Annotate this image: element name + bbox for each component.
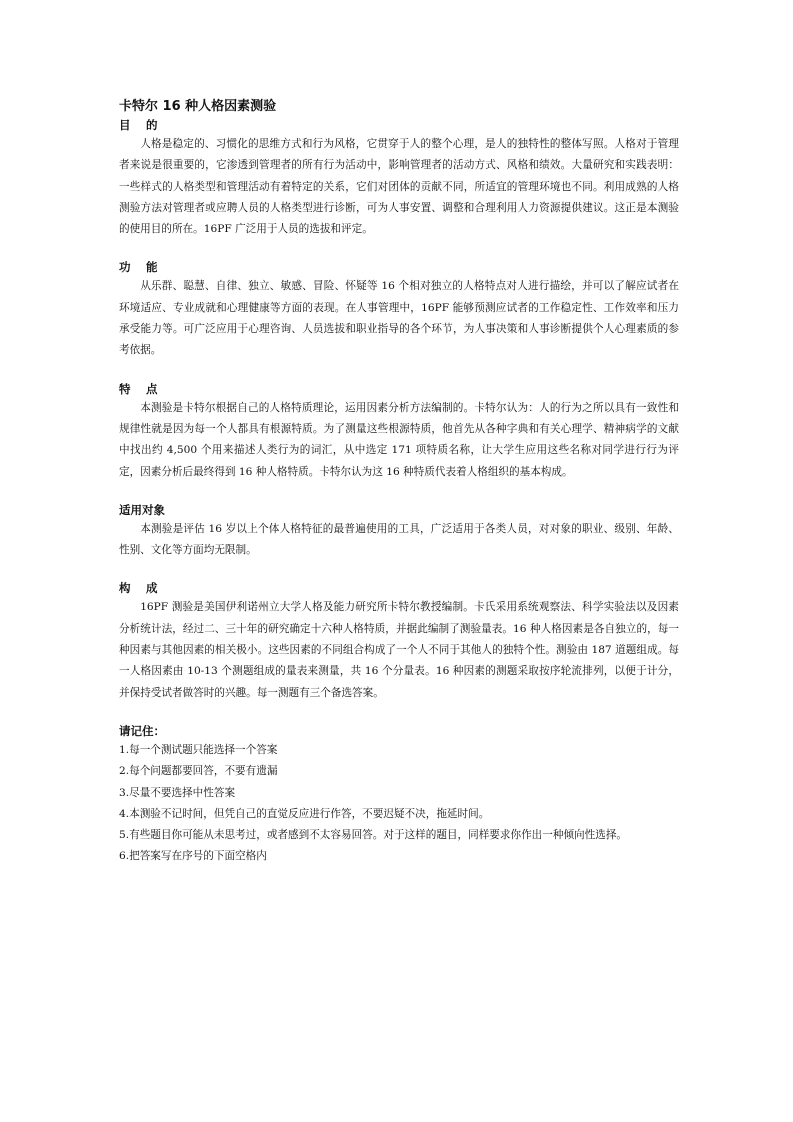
section-paragraph-audience: 本测验是评估 16 岁以上个体人格特征的最普遍使用的工具，广泛适用于各类人员，对对象的职业、级别、年龄、性别、文化等方面均无限制。 xyxy=(119,522,679,557)
section-paragraph-composition: 16PF 测验是美国伊利诺州立大学人格及能力研究所卡特尔教授编制。卡氏采用系统观察法、科学实验法以及因素分析统计法，经过二、三十年的研究确定十六种人格特质，并据此编制了测验量表。16 种人格因素是各自独立的，每一种因素与其他因素的相关极小。这些因素的不同组合构成了一个人不同于其他人的独特个性。测验由 187 道题组成。每一人格因素由 10-13 个测题组成的量表来测量，共 16 个分量表。16 种因素的测题采取按序轮流排列，以便于计分，并保持受试者做答时的兴趣。每一测题有三个备选答案。 xyxy=(119,601,679,699)
section-heading-features: 特 点 xyxy=(119,381,164,396)
section-paragraph-purpose: 人格是稳定的、习惯化的思维方式和行为风格，它贯穿于人的整个心理，是人的独特性的整体写照。人格对于管理者来说是很重要的，它渗透到管理者的所有行为活动中，影响管理者的活动方式、风格和绩效。大量研究和实践表明：一些样式的人格类型和管理活动有着特定的关系，它们对团体的贡献不同，所适宜的管理环境也不同。利用成熟的人格测验方法对管理者或应聘人员的人格类型进行诊断，可为人事安置、调整和合理利用人力资源提供建议。这正是本测验的使用目的所在。16PF 广泛用于人员的选拔和评定。 xyxy=(119,138,679,236)
section-features xyxy=(119,380,679,483)
section-purpose xyxy=(119,116,679,240)
list-item: 6.把答案写在序号的下面空格内 xyxy=(119,850,267,863)
section-composition xyxy=(119,579,679,703)
section-paragraph-features: 本测验是卡特尔根据自己的人格特质理论，运用因素分析方法编制的。卡特尔认为：人的行为之所以具有一致性和规律性就是因为每一个人都具有根源特质。为了测量这些根源特质，他首先从各种字典和有关心理学、精神病学的文献中找出约 4,500 个用来描述人类行为的词汇，从中选定 171 项特质名称，让大学生应用这些名称对同学进行行为评定，因素分析后最终得到 16 种人格特质。卡特尔认为这 16 种特质代表着人格组织的基本构成。 xyxy=(119,401,679,478)
notes-list xyxy=(119,740,679,868)
section-heading-audience: 适用对象 xyxy=(119,502,165,517)
list-item: 2.每个问题都要回答，不要有遗漏 xyxy=(119,765,278,778)
notes-section xyxy=(119,722,679,868)
section-audience xyxy=(119,501,679,562)
section-function xyxy=(119,258,679,361)
section-heading-function: 功 能 xyxy=(119,260,164,275)
section-paragraph-function: 从乐群、聪慧、自律、独立、敏感、冒险、怀疑等 16 个相对独立的人格特点对人进行描绘，并可以了解应试者在环境适应、专业成就和心理健康等方面的表现。在人事管理中，16PF 能够预测应试者的工作稳定性、工作效率和压力承受能力等。可广泛应用于心理咨询、人员选拔和职业指导的各个环节，为人事决策和人事诊断提供个人心理素质的参考依据。 xyxy=(119,280,679,357)
list-item: 4.本测验不记时间，但凭自己的直觉反应进行作答，不要迟疑不决，拖延时间。 xyxy=(119,807,490,820)
page-title: 卡特尔 16 种人格因素测验 xyxy=(119,99,277,114)
list-item: 5.有些题目你可能从未思考过，或者感到不太容易回答。对于这样的题目，同样要求你作出一种倾向性选择。 xyxy=(119,829,628,842)
section-heading-purpose: 目 的 xyxy=(119,118,164,132)
list-item: 1.每一个测试题只能选择一个答案 xyxy=(119,743,278,756)
document-page xyxy=(119,98,679,868)
list-item: 3.尽量不要选择中性答案 xyxy=(119,786,236,799)
notes-heading: 请记住： xyxy=(119,723,165,738)
section-heading-composition: 构 成 xyxy=(119,581,164,596)
